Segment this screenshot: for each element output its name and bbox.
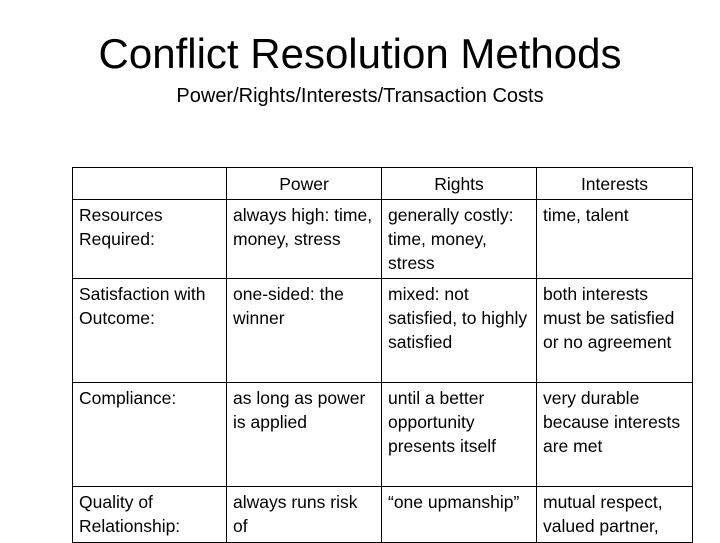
table-header: [73, 168, 693, 200]
row-label: Satisfaction with Outcome:: [73, 279, 227, 383]
row-label: Compliance:: [73, 383, 227, 487]
slide-subtitle: Power/Rights/Interests/Transaction Costs: [176, 85, 544, 107]
power-cell: always runs risk of: [227, 487, 382, 543]
header-rights: Rights: [382, 168, 537, 200]
power-cell: one-sided: the winner: [227, 279, 382, 383]
methods-table: [72, 167, 693, 543]
row-label: Resources Required:: [73, 200, 227, 279]
row-label: Quality of Relationship:: [73, 487, 227, 543]
rights-cell: “one upmanship”: [382, 487, 537, 543]
interests-cell: time, talent: [537, 200, 693, 279]
interests-cell: very durable because interests are met: [537, 383, 693, 487]
slide-title: Conflict Resolution Methods: [98, 30, 622, 77]
header-row: [73, 168, 693, 200]
interests-cell: both interests must be satisfied or no agreement: [537, 279, 693, 383]
table-row: [73, 279, 693, 383]
power-cell: as long as power is applied: [227, 383, 382, 487]
header-corner-cell: [73, 168, 227, 200]
header-interests: Interests: [537, 168, 693, 200]
power-cell: always high: time, money, stress: [227, 200, 382, 279]
table-row: [73, 200, 693, 279]
header-power: Power: [227, 168, 382, 200]
rights-cell: until a better opportunity presents itself: [382, 383, 537, 487]
table-body: [73, 200, 693, 543]
table-row: [73, 487, 693, 543]
rights-cell: mixed: not satisfied, to highly satisfied: [382, 279, 537, 383]
rights-cell: generally costly: time, money, stress: [382, 200, 537, 279]
table-row: [73, 383, 693, 487]
interests-cell: mutual respect, valued partner,: [537, 487, 693, 543]
